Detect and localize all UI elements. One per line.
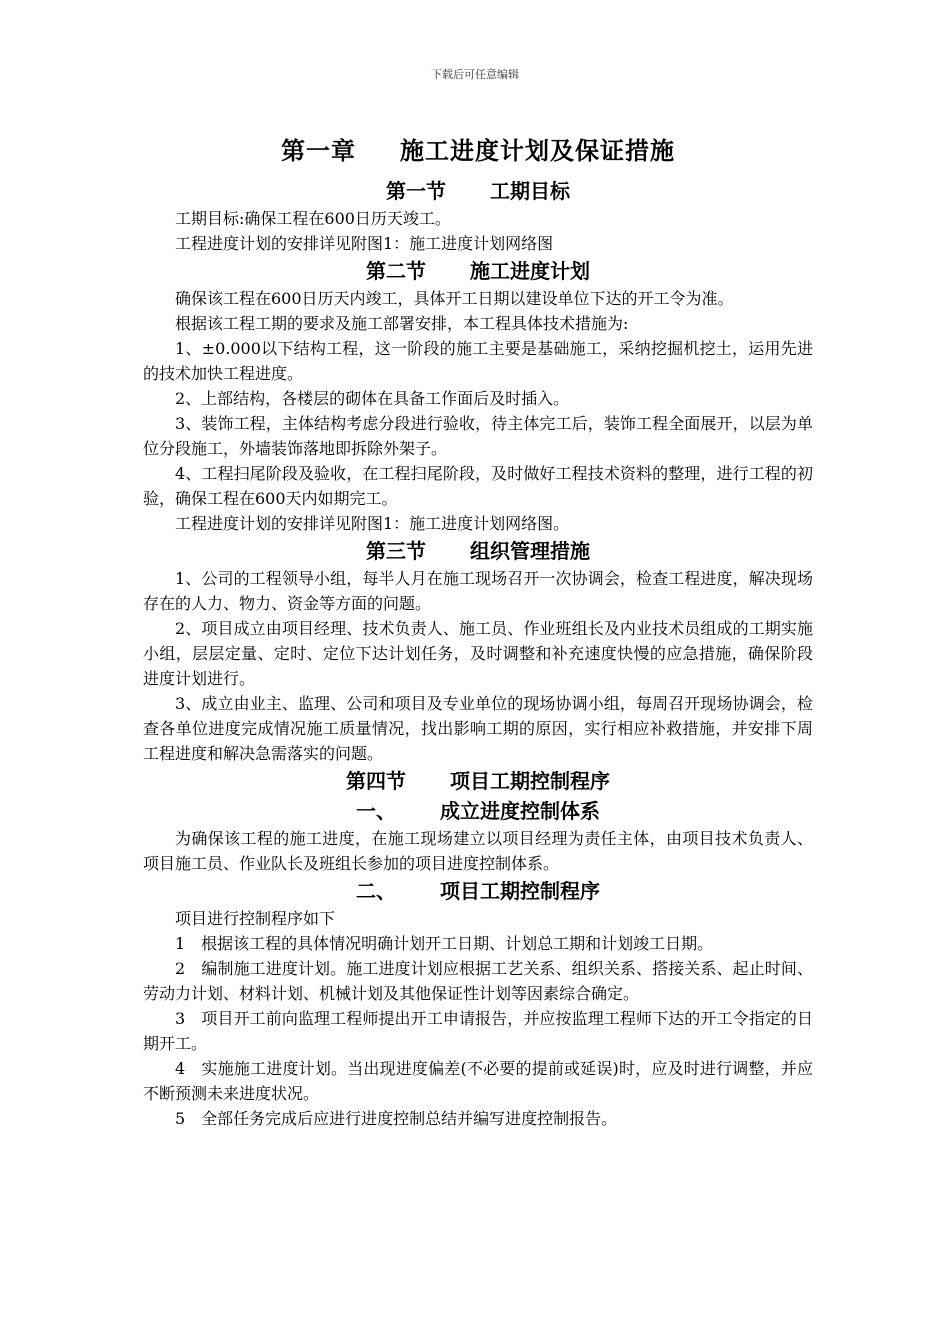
paragraph: 3 项目开工前向监理工程师提出开工申请报告，并应按监理工程师下达的开工令指定的日期开工。 (143, 1009, 813, 1053)
paragraph: 3、成立由业主、监理、公司和项目及专业单位的现场协调小组，每周召开现场协调会，检查各单位进度完成情况施工质量情况，找出影响工期的原因，实行相应补救措施，并安排下周工程进度和解决急需落实的问题。 (143, 694, 813, 763)
section-number: 第三节 (366, 539, 426, 563)
paragraph: 1、公司的工程领导小组，每半人月在施工现场召开一次协调会，检查工程进度，解决现场存在的人力、物力、资金等方面的问题。 (143, 569, 813, 613)
section-title: 施工进度计划 (470, 259, 590, 283)
paragraph: 2、上部结构，各楼层的砌体在具备工作面后及时插入。 (175, 389, 570, 408)
section-title: 工期目标 (490, 179, 570, 203)
subsection-title: 成立进度控制体系 (440, 799, 600, 823)
subsection-number: 二、 (356, 879, 396, 903)
section-number: 第二节 (366, 259, 426, 283)
paragraph: 5 全部任务完成后应进行进度控制总结并编写进度控制报告。 (175, 1109, 618, 1128)
paragraph: 为确保该工程的施工进度，在施工现场建立以项目经理为责任主体，由项目技术负责人、项目施工员、作业队长及班组长参加的项目进度控制体系。 (143, 829, 813, 873)
paragraph: 工期目标:确保工程在600日历天竣工。 (175, 209, 451, 228)
section-title: 组织管理措施 (470, 539, 590, 563)
paragraph: 工程进度计划的安排详见附图1：施工进度计划网络图 (175, 234, 554, 253)
subsection-title: 项目工期控制程序 (440, 879, 600, 903)
section-1-heading (143, 176, 813, 206)
paragraph: 2、项目成立由项目经理、技术负责人、施工员、作业班组长及内业技术员组成的工期实施小组，层层定量、定时、定位下达计划任务，及时调整和补充速度快慢的应急措施，确保阶段进度计划进行。 (143, 619, 813, 688)
section-title: 项目工期控制程序 (450, 769, 610, 793)
paragraph: 确保该工程在600日历天内竣工，具体开工日期以建设单位下达的开工令为准。 (175, 289, 734, 308)
paragraph: 4 实施施工进度计划。当出现进度偏差(不必要的提前或延误)时，应及时进行调整，并应不断预测未来进度状况。 (143, 1059, 813, 1103)
section-4-heading (143, 766, 813, 796)
section-number: 第四节 (346, 769, 406, 793)
document-body (143, 134, 813, 1131)
paragraph: 2 编制施工进度计划。施工进度计划应根据工艺关系、组织关系、搭接关系、起止时间、劳动力计划、材料计划、机械计划及其他保证性计划等因素综合确定。 (143, 959, 813, 1003)
paragraph: 1、±0.000以下结构工程，这一阶段的施工主要是基础施工，采纳挖掘机挖土，运用先进的技术加快工程进度。 (143, 339, 813, 383)
chapter-number: 第一章 (281, 137, 356, 165)
paragraph: 3、装饰工程，主体结构考虑分段进行验收，待主体完工后，装饰工程全面展开，以层为单位分段施工，外墙装饰落地即拆除外架子。 (143, 414, 813, 458)
chapter-name: 施工进度计划及保证措施 (400, 137, 675, 165)
subsection-number: 一、 (356, 799, 396, 823)
paragraph: 4、工程扫尾阶段及验收，在工程扫尾阶段，及时做好工程技术资料的整理，进行工程的初验，确保工程在600天内如期完工。 (143, 464, 813, 508)
paragraph: 根据该工程工期的要求及施工部署安排，本工程具体技术措施为: (175, 314, 629, 333)
page-header-note: 下载后可任意编辑 (431, 68, 519, 81)
subsection-1-heading (143, 796, 813, 826)
section-number: 第一节 (386, 179, 446, 203)
section-3-heading (143, 536, 813, 566)
paragraph: 项目进行控制程序如下 (175, 909, 336, 928)
paragraph: 工程进度计划的安排详见附图1：施工进度计划网络图。 (175, 514, 570, 533)
subsection-2-heading (143, 876, 813, 906)
chapter-title (143, 134, 813, 168)
paragraph: 1 根据该工程的具体情况明确计划开工日期、计划总工期和计划竣工日期。 (175, 934, 714, 953)
section-2-heading (143, 256, 813, 286)
